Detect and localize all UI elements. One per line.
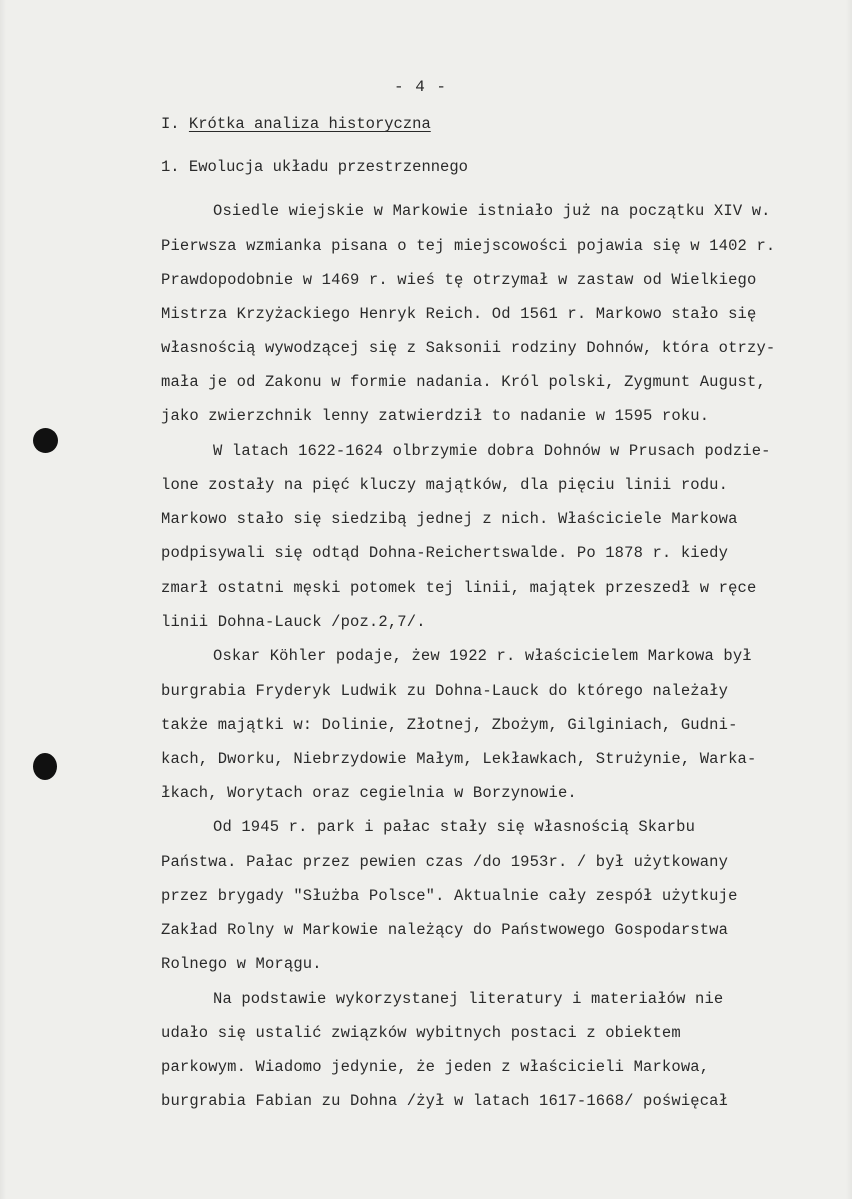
text-line: lone zostały na pięć kluczy majątków, dla pięciu linii rodu. [161,476,729,494]
text-line: linii Dohna-Lauck /poz.2,7/. [161,613,426,631]
text-line: udało się ustalić związków wybitnych postaci z obiektem [161,1024,681,1042]
punch-hole [33,428,58,453]
text-line: Osiedle wiejskie w Markowie istniało już na początku XIV w. [213,202,771,220]
page-number: - 4 - [394,78,448,96]
text-line: parkowym. Wiadomo jedynie, że jeden z właścicieli Markowa, [161,1058,710,1076]
section-heading [161,115,431,133]
text-line: zmarł ostatni męski potomek tej linii, majątek przeszedł w ręce [161,579,757,597]
section-title-text: Krótka analiza historyczna [188,115,431,133]
text-line: burgrabia Fryderyk Ludwik zu Dohna-Lauck do którego należały [161,682,729,700]
text-line: podpisywali się odtąd Dohna-Reichertswalde. Po 1878 r. kiedy [161,544,729,562]
text-line: kach, Dworku, Niebrzydowie Małym, Lekławkach, Strużynie, Warka- [161,750,757,768]
subsection-heading: 1. Ewolucja układu przestrzennego [161,158,468,176]
text-line: łkach, Worytach oraz cegielnia w Borzynowie. [161,784,577,802]
text-line: także majątki w: Dolinie, Złotnej, Zbożym, Gilginiach, Gudni- [161,716,738,734]
text-line: Markowo stało się siedzibą jednej z nich. Właściciele Markowa [161,510,738,528]
text-line: mała je od Zakonu w formie nadania. Król polski, Zygmunt August, [161,373,766,391]
text-line: Od 1945 r. park i pałac stały się własnością Skarbu [213,818,696,836]
text-line: Rolnego w Morągu. [161,955,322,973]
punch-hole [33,753,57,780]
text-line: burgrabia Fabian zu Dohna /żył w latach 1617-1668/ poświęcał [161,1092,729,1110]
text-line: Prawdopodobnie w 1469 r. wieś tę otrzymał w zastaw od Wielkiego [161,271,757,289]
text-line: Pierwsza wzmianka pisana o tej miejscowości pojawia się w 1402 r. [161,237,776,255]
text-line: Zakład Rolny w Markowie należący do Państwowego Gospodarstwa [161,921,729,939]
text-line: Mistrza Krzyżackiego Henryk Reich. Od 1561 r. Markowo stało się [161,305,757,323]
text-line: W latach 1622-1624 olbrzymie dobra Dohnów w Prusach podzie- [213,442,771,460]
text-line: przez brygady "Służba Polsce". Aktualnie cały zespół użytkuje [161,887,738,905]
text-line: własnością wywodzącej się z Saksonii rodziny Dohnów, która otrzy- [161,339,776,357]
text-line: Państwa. Pałac przez pewien czas /do 1953r. / był użytkowany [161,853,729,871]
text-line: jako zwierzchnik lenny zatwierdził to nadanie w 1595 roku. [161,407,710,425]
section-number: I. [161,115,180,133]
text-line: Oskar Köhler podaje, żew 1922 r. właścicielem Markowa był [213,647,752,665]
text-line: Na podstawie wykorzystanej literatury i materiałów nie [213,990,724,1008]
